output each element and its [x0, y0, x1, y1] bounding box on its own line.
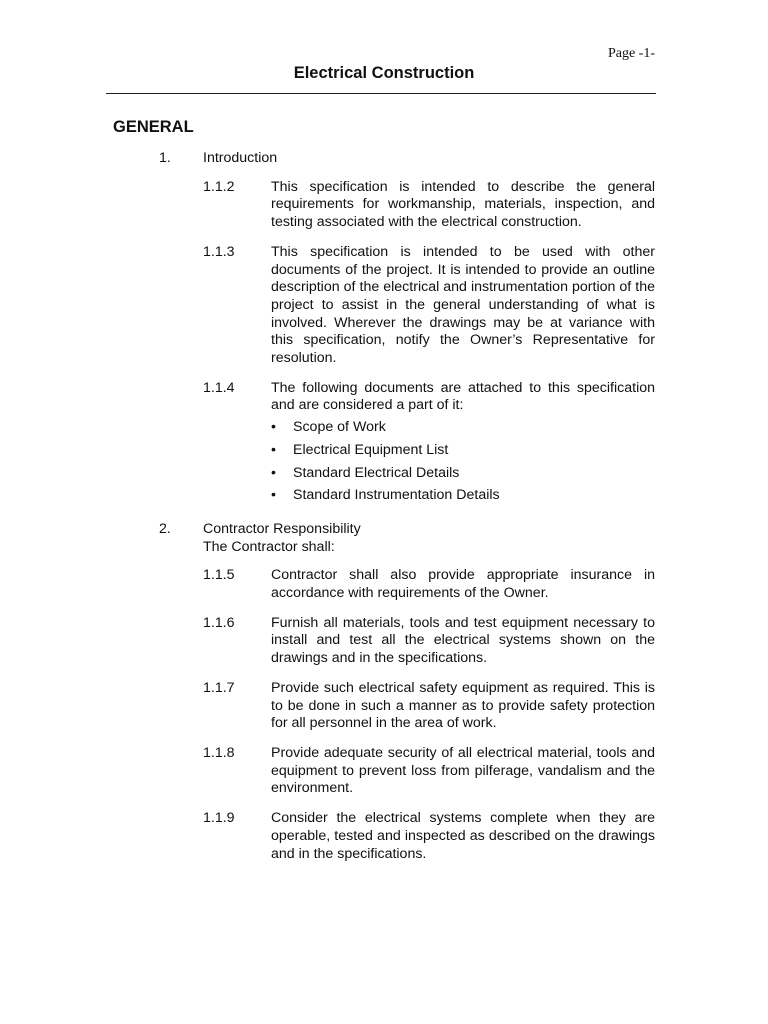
document-title: Electrical Construction — [293, 64, 475, 82]
list-item — [271, 487, 655, 505]
item-number: 1. — [159, 150, 171, 166]
item-title: Contractor Responsibility — [203, 520, 361, 537]
clause-1-1-2 — [0, 179, 655, 232]
list-item-text: Scope of Work — [293, 419, 386, 436]
clause-number: 1.1.5 — [203, 567, 235, 584]
clause-text: Consider the electrical systems complete when they are operable, tested and inspected as described on the drawings and in the specifications. — [271, 810, 655, 862]
clause-text: This specification is intended to describe the general requirements for workmanship, materials, inspection, and testing associated with the electrical construction. — [271, 178, 655, 231]
list-item — [271, 419, 655, 437]
attached-documents-list — [271, 419, 655, 505]
item-number: 2. — [159, 520, 171, 537]
clause-text: Furnish all materials, tools and test equipment necessary to install and test all the electrical systems shown on the drawings and in the specifications. — [271, 614, 655, 667]
document-body — [0, 150, 768, 863]
clause-1-1-8 — [0, 745, 655, 798]
clause-number: 1.1.7 — [203, 679, 235, 696]
item-subtitle: The Contractor shall: — [203, 538, 335, 555]
clause-1-1-7 — [0, 680, 655, 733]
clause-number: 1.1.3 — [203, 243, 235, 260]
header-divider — [106, 93, 656, 94]
clause-1-1-6 — [0, 615, 655, 668]
clause-number: 1.1.8 — [203, 744, 235, 761]
clause-text: Contractor shall also provide appropriate insurance in accordance with requirements of the Owner. — [271, 567, 655, 602]
clause-text: Provide adequate security of all electrical material, tools and equipment to prevent loss from pilferage, vandalism and the environment. — [271, 744, 655, 797]
clause-text: Provide such electrical safety equipment as required. This is to be done in such a manner as to provide safety protection for all personnel in the area of work. — [271, 679, 655, 732]
clause-1-1-4 — [0, 380, 655, 505]
item-introduction — [0, 150, 768, 168]
list-item — [271, 465, 655, 483]
list-item-text: Electrical Equipment List — [293, 441, 449, 458]
clause-1-1-5 — [0, 567, 655, 602]
clause-1-1-9 — [0, 810, 655, 863]
clause-text: The following documents are attached to this specification and are considered a part of it: — [271, 379, 655, 414]
clause-number: 1.1.6 — [203, 614, 235, 631]
bullet-icon: • — [271, 419, 276, 436]
clause-number: 1.1.9 — [203, 810, 235, 827]
list-item-text: Standard Electrical Details — [293, 464, 460, 481]
item-title: Introduction — [203, 150, 278, 166]
section-heading: GENERAL — [113, 118, 194, 136]
list-item-text: Standard Instrumentation Details — [293, 487, 500, 504]
clause-number: 1.1.4 — [203, 379, 235, 396]
bullet-icon: • — [271, 464, 276, 481]
list-item — [271, 442, 655, 460]
page-number: Page -1- — [607, 46, 655, 61]
bullet-icon: • — [271, 441, 276, 458]
bullet-icon: • — [271, 487, 276, 504]
clause-number: 1.1.2 — [203, 178, 235, 195]
clause-text: This specification is intended to be used with other documents of the project. It is intended to provide an outline description of the electrical and instrumentation portion of the project to assist in the general understanding of what is involved. Wherever the drawings may be at variance with this specification, notify the Owner’s Representative for resolution. — [271, 243, 655, 367]
clause-1-1-3 — [0, 244, 655, 368]
item-contractor-responsibility — [0, 521, 768, 556]
